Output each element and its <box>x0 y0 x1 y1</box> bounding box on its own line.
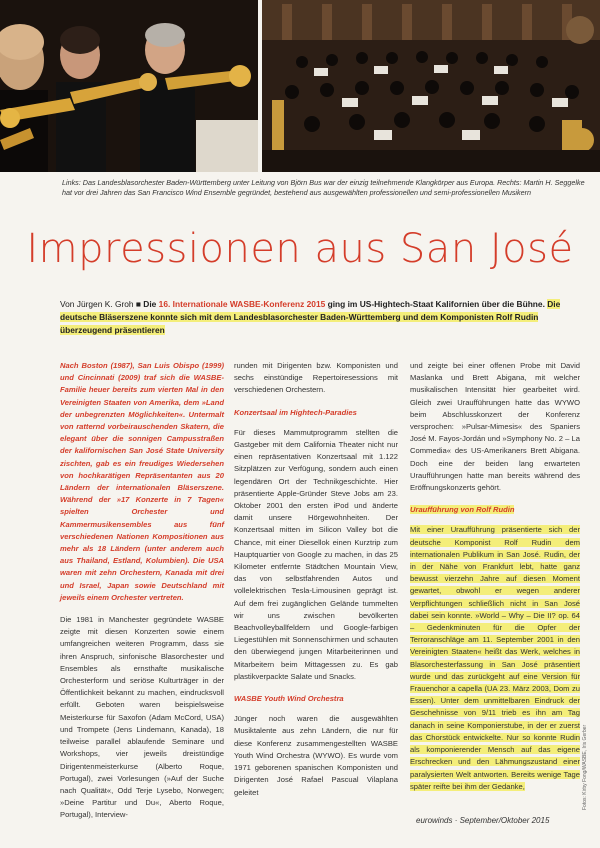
article-intro <box>60 298 585 337</box>
byline: Von Jürgen K. Groh <box>60 299 134 309</box>
paragraph: und zeigte bei einer offenen Probe mit David Maslanka und Brett Abigana, mit welcher musikalischen Intensität hier gearbeitet wird. Gleich zwei Uraufführungen hatte das WYWO beim Abschlusskonzert der Konferenz versprochen: »Pulsar-Mimesis« des Spaniers José M. Fayos-Jordán und »Symphony No. 2 – La Commedia« des US-Amerikaners Brett Abigana. Doch eine der beiden lang erwarteten Uraufführungen hatte man bereits während des Eröffnungskonzerts gehört. <box>410 361 580 493</box>
photo-brass-players <box>0 0 258 172</box>
paragraph: Jünger noch waren die ausgewählten Musiktalente aus zehn Ländern, die nur für diese Konferenz zusammengestellten WASBE Youth Wind Orchestra (WYWO). Es wurde vom 1971 geborenen spanischen Komponisten und Dirigenten José Rafael Pascual Vilaplana geleitet <box>234 714 398 797</box>
intro-highlight: Die deutsche Bläserszene konnte sich mit dem Landesblasorchester Baden-Württemberg und dem Komponisten Rolf Rudin überzeugend präsentieren <box>60 299 561 335</box>
lead-paragraph: Nach Boston (1987), San Luis Obispo (1999) und Cincinnati (2009) traf sich die WASBE-Familie heuer bereits zum vierten Mal in den Vereinigten Staaten von Amerika, dem »Land der unbegrenzten Möglichkeiten«. Untermalt von ratternd vorbeirauschenden Skatern, die elegant über die sonnigen Campusstraßen der kalifornischen San José State University zischten, gab es ein freudiges Wiedersehen von hochkarätigen Repräsentanten aus 20 Ländern der internationalen Bläserszene. Während der »17 Konzerte in 7 Tagen« spielten Orchester und Kammermusikensembles aus fünf verschiedenen Nationen Kompositionen aus mehr als 18 Ländern (unter anderem auch aus Thailand, Estland, Kolumbien). Die USA waren mit zehn Orchestern, Kanada mit drei und Israel, Japan sowie Deutschland mit jeweils einem Orchester vertreten. <box>60 361 224 602</box>
intro-text-b: ging im US-Hightech-Staat Kalifornien über die Bühne. <box>327 299 545 309</box>
photo-orchestra <box>262 0 600 172</box>
column-2 <box>234 360 398 809</box>
column-1 <box>60 360 224 832</box>
subheading-rudin-text: Uraufführung von Rolf Rudin <box>410 505 515 515</box>
paragraph: Für dieses Mammutprogramm stellten die Gastgeber mit dem California Theater nicht nur einen repräsentativen Konzertsaal mit 1.122 Sitzplätzen zur Verfügung, sondern auch einen legendären Ort der Technikgeschichte. Hier präsentierte Apple-Gründer Steve Jobs am 23. Oktober 2001 den ersten iPod und änderte damit unsere Hörgewohnheiten. Der Konzertsaal mitten im Silicon Valley bot die Chance, mit einer Diesellok einen Kurztrip zum Hauptquartier von Google zu machen, in das 25 Kilometer entfernte Städtchen Mountain View, das von selbstfahrenden Autos und vollelektrischen Tesla-Limousinen geprägt ist. Auf dem frei zugänglichen Gelände tummelten wir uns zwischen bevölkerten Beachvolleyballfeldern und Google-farbigen Liegestühlen mit Sonnenschirmen und schauten den überwiegend jungen Mitarbeiterinnen und Mitarbeitern beim Mittagessen zu. Es gab plastikverpackte Salate und Snacks. <box>234 427 398 681</box>
byline-square-icon: ■ <box>135 299 141 309</box>
subheading-rudin <box>410 504 580 516</box>
column-3 <box>410 360 580 803</box>
brass-players-illustration <box>0 0 258 172</box>
paragraph: runden mit Dirigenten bzw. Komponisten und sechs einstündige Repertoiresessions mit verschiedenen Orchestern. <box>234 361 398 395</box>
intro-conference: 16. Internationale WASBE-Konferenz 2015 <box>158 299 326 309</box>
highlighted-text: Mit einer Uraufführung präsentierte sich der deutsche Komponist Rolf Rudin dem internationalen Publikum in San José. Rudin, der in der Nähe von Frankfurt lebt, hatte ganz bewusst vierzehn Jahre auf diesen Moment gewartet, obwohl er wegen anderer Verpflichtungen schließlich nicht in San José dabei sein konnte. »World – Why – Die II? op. 64 – Gedenkminuten für die Opfer der Terroranschläge am 11. September 2001 in den Vereinigten Staaten« heißt das Werk, welches in Blasorchesterfassung in San José präsentiert wurde und das zurückgeht auf eine Version für Frauenchor a capella (UA 23. März 2003, Dom zu Essen). Unter dem unmittelbaren Eindruck der Geschehnisse von 9/11 trieb es ihn am Tag danach in seine Komponierstube, in der er zuerst das Chorstück entwickelte. Nur so konnte Rudin als komponierender Mensch auf das eigene Erschrecken und den Lähmungszustand einer paralysierten Welt antworten. Bereits wenige Tage später reifte bei ihm der Gedanke, <box>410 525 580 791</box>
photo-strip <box>0 0 600 172</box>
photo-caption: Links: Das Landesblasorchester Baden-Württemberg unter Leitung von Björn Bus war der einzig teilnehmende Klangkörper aus Europa. Rechts: Martin H. Seggelke hat vor drei Jahren das San Francisco Wind Ensemble gegründet, bestehend aus ausgewählten professionellen und semi-professionellen Musikern <box>62 178 585 197</box>
page-footer: eurowinds · September/Oktober 2015 <box>416 816 550 825</box>
article-title: Impressionen aus San José <box>26 226 574 272</box>
subheading-youth-orchestra: WASBE Youth Wind Orchestra <box>234 694 344 704</box>
subheading-concert-hall: Konzertsaal im Hightech-Paradies <box>234 407 357 417</box>
intro-text-a: Die <box>143 299 157 309</box>
orchestra-illustration <box>262 0 600 172</box>
photo-credit: Fotos: Kirby Fong/WASBE, Iris Gerber <box>582 724 588 810</box>
paragraph-highlighted <box>410 524 580 792</box>
paragraph: Die 1981 in Manchester gegründete WASBE zeigte mit diesen Konzerten sowie einem umfangreichen weiteren Programm, dass sie ihren Anspruch, sinfonische Blasorchester und Ensembles als ernsthafte musikalische Orchesterform und seriöse Kulturträger in der Öffentlichkeit bekannt zu machen, eindrucksvoll erfüllt. Geboten waren beispielsweise Meisterkurse für Saxofon (Adam McCord, USA) und Trompete (Jens Lindemann, Kanada), 18 teilweise parallel ablaufende Seminare und Workshops, vier jeweils dreistündige Dirigentenmeisterkurse (Alberto Roque, Portugal), zwei Vorlesungen (»Auf der Suche nach Qualität«, Odd Terje Lysebo, Norwegen; »Deine Partitur und Du«, Aberto Roque, Portugal), Interview- <box>60 615 224 820</box>
